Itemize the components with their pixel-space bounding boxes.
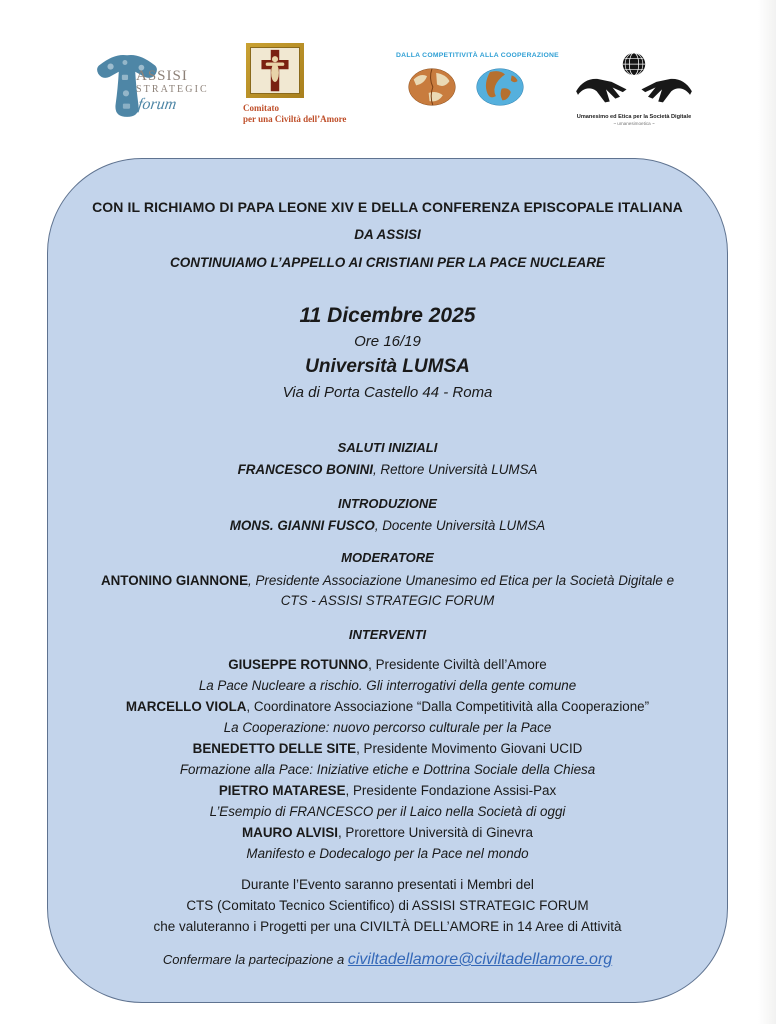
- san-damiano-cross-icon: [258, 49, 292, 93]
- intervento-speaker: [78, 738, 697, 759]
- intervento-talk-title: La Pace Nucleare a rischio. Gli interrogativi della gente comune: [198, 678, 577, 693]
- speaker-name: BENEDETTO DELLE SITE: [192, 741, 357, 756]
- intervento-talk-title: L’Esempio di FRANCESCO per il Laico nella Società di oggi: [209, 804, 566, 819]
- intervento-speaker: [78, 654, 697, 675]
- page-edge-shadow: [758, 0, 776, 1024]
- logo-umanesimo-etica: [575, 52, 693, 126]
- orange-globe-icon: [406, 67, 458, 107]
- speaker-name: FRANCESCO BONINI: [237, 462, 373, 477]
- event-time: Ore 16/19: [354, 333, 421, 350]
- introduzione-heading: INTRODUZIONE: [338, 496, 437, 511]
- speaker-role: , Presidente Movimento Giovani UCID: [356, 741, 583, 756]
- speaker-name: MONS. GIANNI FUSCO: [229, 518, 375, 533]
- coop-logo-title: DALLA COMPETITIVITÀ ALLA COOPERAZIONE: [396, 52, 559, 59]
- rsvp-label: Confermare la partecipazione a: [162, 952, 348, 967]
- intervento-talk-title: Formazione alla Pace: Iniziative etiche e Dottrina Sociale della Chiesa: [179, 762, 596, 777]
- assisi-logo-text-1: ASSISI: [136, 68, 188, 84]
- moderatore-heading: MODERATORE: [341, 550, 434, 565]
- speaker-name: ANTONINO GIANNONE: [100, 573, 249, 588]
- umanesimo-subcaption: ~ umanesimoetica ~: [613, 121, 655, 126]
- logo-assisi-strategic-forum: [88, 42, 218, 126]
- assisi-logo-text-2: STRATEGIC: [136, 84, 209, 95]
- closing-line3: che valuteranno i Progetti per una CIVILTÀ DELL’AMORE in 14 Aree di Attività: [153, 919, 622, 934]
- saluti-speaker: [78, 461, 697, 478]
- speaker-role: , Presidente Fondazione Assisi-Pax: [345, 783, 557, 798]
- speaker-role: , Presidente Associazione Umanesimo ed Etica per la Società Digitale e: [248, 573, 675, 588]
- intervento-speaker: [78, 822, 697, 843]
- event-date: 11 Dicembre 2025: [299, 304, 476, 327]
- closing-line1: Durante l’Evento saranno presentati i Membri del: [241, 877, 534, 892]
- blue-globe-icon: [474, 67, 526, 107]
- speaker-role: , Presidente Civiltà dell’Amore: [368, 657, 547, 672]
- rsvp-email-link[interactable]: civiltadellamore@civiltadellamore.org: [347, 951, 613, 968]
- speaker-name: GIUSEPPE ROTUNNO: [228, 657, 369, 672]
- event-address: Via di Porta Castello 44 - Roma: [282, 384, 493, 401]
- saluti-heading: SALUTI INIZIALI: [337, 440, 438, 455]
- moderatore-role-line2: CTS - ASSISI STRATEGIC FORUM: [280, 593, 495, 608]
- closing-line2: CTS (Comitato Tecnico Scientifico) di ASSISI STRATEGIC FORUM: [186, 898, 589, 913]
- speaker-name: MARCELLO VIOLA: [125, 699, 247, 714]
- intervento-talk-title: Manifesto e Dodecalogo per la Pace nel mondo: [246, 846, 529, 861]
- gold-frame: [246, 43, 304, 98]
- speaker-role: , Docente Università LUMSA: [374, 518, 546, 533]
- headline-line2: DA ASSISI: [354, 227, 421, 242]
- headline-line3: CONTINUIAMO L’APPELLO AI CRISTIANI PER LA PACE NUCLEARE: [169, 255, 605, 270]
- speaker-role: , Coordinatore Associazione “Dalla Competitività alla Cooperazione”: [246, 699, 650, 714]
- interventi-heading: INTERVENTI: [348, 627, 427, 642]
- logo-competitivita-cooperazione: [396, 52, 559, 107]
- comitato-caption-line2: per una Civiltà dell’Amore: [243, 114, 347, 124]
- headline-line1: CON IL RICHIAMO DI PAPA LEONE XIV E DELLA CONFERENZA EPISCOPALE ITALIANA: [92, 199, 683, 215]
- assisi-logo-text-3: forum: [136, 96, 178, 113]
- intervento-talk-title: La Cooperazione: nuovo percorso culturale per la Pace: [223, 720, 552, 735]
- speaker-name: PIETRO MATARESE: [218, 783, 346, 798]
- introduzione-speaker: [78, 517, 697, 534]
- event-card: [47, 158, 728, 1003]
- speaker-role: , Prorettore Università di Ginevra: [337, 825, 533, 840]
- intervento-speaker: [78, 696, 697, 717]
- comitato-caption-line1: Comitato: [243, 103, 279, 113]
- hands-and-globe-icon: [575, 52, 693, 108]
- umanesimo-caption: Umanesimo ed Etica per la Società Digitale: [576, 114, 692, 120]
- logo-comitato-civilta-amore: [243, 43, 393, 125]
- speaker-name: MAURO ALVISI: [242, 825, 338, 840]
- rsvp-line: [78, 949, 697, 971]
- moderatore-speaker: [78, 571, 697, 591]
- speaker-role: , Rettore Università LUMSA: [372, 462, 538, 477]
- intervento-speaker: [78, 780, 697, 801]
- event-venue: Università LUMSA: [305, 356, 470, 377]
